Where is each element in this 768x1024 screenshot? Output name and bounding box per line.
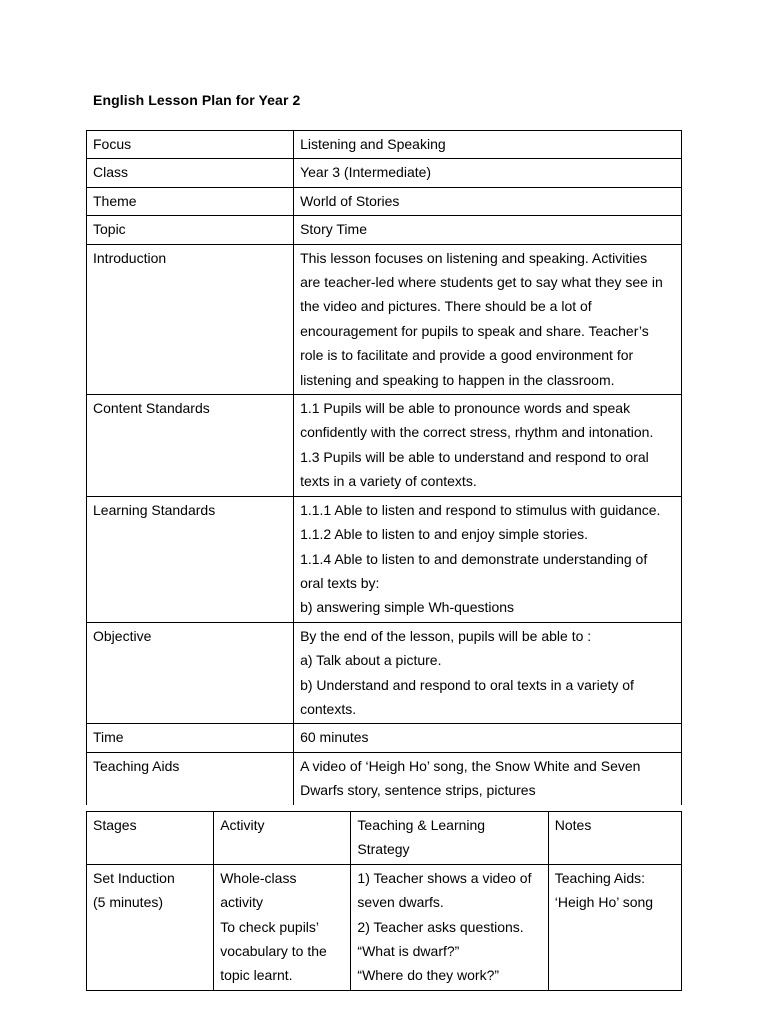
cell-notes: Teaching Aids: ‘Heigh Ho’ song	[548, 864, 681, 990]
info-label: Introduction	[87, 244, 294, 394]
header-stages: Stages	[87, 812, 214, 865]
table-border-fragment	[86, 764, 87, 774]
stages-row-set-induction	[87, 864, 682, 990]
info-value: A video of ‘Heigh Ho’ song, the Snow White and Seven Dwarfs story, sentence strips, pictures	[294, 752, 682, 805]
info-label: Learning Standards	[87, 496, 294, 622]
info-row-topic	[87, 216, 682, 244]
info-row-introduction	[87, 244, 682, 394]
info-row-teaching-aids	[87, 752, 682, 805]
info-value: World of Stories	[294, 187, 682, 215]
header-teaching-learning-strategy: Teaching & Learning Strategy	[351, 812, 548, 865]
info-row-theme	[87, 187, 682, 215]
info-value: 60 minutes	[294, 724, 682, 752]
table-border-fragment	[681, 764, 682, 774]
info-value: 1.1 Pupils will be able to pronounce words and speak confidently with the correct stress, rhythm and intonation. 1.3 Pupils will be able to understand and respond to oral texts in a variety of contexts.	[294, 395, 682, 497]
info-label: Theme	[87, 187, 294, 215]
info-value: This lesson focuses on listening and speaking. Activities are teacher-led where students get to say what they see in the video and pictures. There should be a lot of encouragement for pupils to speak and share. Teacher’s role is to facilitate and provide a good environment for listening and speaking to happen in the classroom.	[294, 244, 682, 394]
info-value: Listening and Speaking	[294, 131, 682, 159]
info-row-class	[87, 159, 682, 187]
info-label: Topic	[87, 216, 294, 244]
info-label: Content Standards	[87, 395, 294, 497]
info-row-content-standards	[87, 395, 682, 497]
cell-activity: Whole-class activity To check pupils’ vocabulary to the topic learnt.	[214, 864, 351, 990]
info-value: 1.1.1 Able to listen and respond to stimulus with guidance. 1.1.2 Able to listen to and enjoy simple stories. 1.1.4 Able to listen to and demonstrate understanding of oral texts by: b) answering simple Wh-questions	[294, 496, 682, 622]
info-row-focus	[87, 131, 682, 159]
info-value: By the end of the lesson, pupils will be able to : a) Talk about a picture. b) Understand and respond to oral texts in a variety of contexts.	[294, 622, 682, 724]
info-label: Focus	[87, 131, 294, 159]
info-row-objective	[87, 622, 682, 724]
info-value: Story Time	[294, 216, 682, 244]
info-label: Class	[87, 159, 294, 187]
info-label: Time	[87, 724, 294, 752]
header-notes: Notes	[548, 812, 681, 865]
cell-strategy: 1) Teacher shows a video of seven dwarfs. 2) Teacher asks questions. “What is dwarf?” “Where do they work?”	[351, 864, 548, 990]
stages-header-row	[87, 812, 682, 865]
info-label: Teaching Aids	[87, 752, 294, 805]
document-title: English Lesson Plan for Year 2	[93, 92, 301, 108]
header-activity: Activity	[214, 812, 351, 865]
lesson-info-table	[86, 130, 682, 805]
lesson-stages-table	[86, 811, 682, 991]
cell-stage: Set Induction (5 minutes)	[87, 864, 214, 990]
info-row-learning-standards	[87, 496, 682, 622]
info-row-time	[87, 724, 682, 752]
info-value: Year 3 (Intermediate)	[294, 159, 682, 187]
info-label: Objective	[87, 622, 294, 724]
